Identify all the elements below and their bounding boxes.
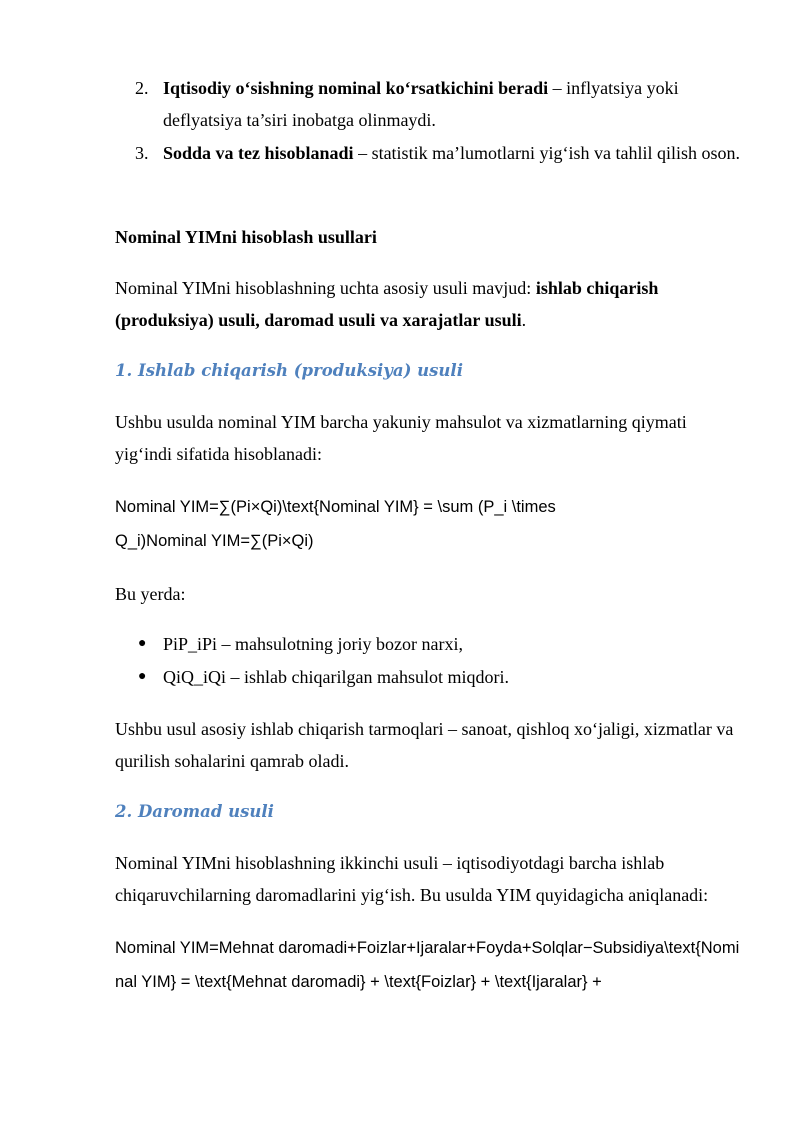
list-item-text: – statistik ma’lumotlarni yig‘ish va tahlil qilish oson. (353, 143, 741, 163)
method1-closing: Ushbu usul asosiy ishlab chiqarish tarmoqlari – sanoat, qishloq xo‘jaligi, xizmatlar va qurilish sohalarini qamrab oladi. (115, 719, 734, 771)
list-number: 2. (135, 78, 149, 98)
method1-formula: Nominal YIM=∑(Pi×Qi)\text{Nominal YIM} = \sum (P_i \times Q_i)Nominal YIM=∑(Pi×Qi) (115, 498, 556, 550)
section-heading (115, 221, 745, 253)
bullet-list-item (138, 661, 743, 693)
method1-paragraph: Ushbu usulda nominal YIM barcha yakuniy mahsulot va xizmatlarning qiymati yig‘indi sifatida hisoblanadi: (115, 412, 687, 464)
numbered-list-item (135, 137, 743, 169)
method2-heading: 2. Daromad usuli (115, 802, 274, 821)
where-label: Bu yerda: (115, 584, 186, 604)
bullet-icon: ● (138, 636, 147, 651)
list-number: 3. (135, 143, 149, 163)
section-heading-text: Nominal YIMni hisoblash usullari (115, 227, 377, 247)
method2-formula: Nominal YIM=Mehnat daromadi+Foizlar+Ijaralar+Foyda+Solqlar−Subsidiya\text{Nominal YIM} = \text{Mehnat daromadi} + \text{Foizlar} + \text{Ijaralar} + (115, 939, 740, 991)
bullet-text: QiQ_iQi – ishlab chiqarilgan mahsulot miqdori. (163, 667, 509, 687)
bullet-text: PiP_iPi – mahsulotning joriy bozor narxi, (163, 634, 463, 654)
intro-methods-bold: ishlab chiqarish (produksiya) usuli, daromad usuli va xarajatlar usuli (115, 278, 659, 330)
bullet-list-item (138, 628, 743, 660)
intro-paragraph (115, 272, 715, 336)
numbered-list-item (135, 72, 743, 136)
intro-end: . (521, 310, 527, 330)
list-item-bold-lead: Iqtisodiy o‘sishning nominal ko‘rsatkichini beradi (163, 78, 549, 98)
list-item-text: – inflyatsiya yoki deflyatsiya ta’siri inobatga olinmaydi. (163, 78, 679, 130)
method1-heading: 1. Ishlab chiqarish (produksiya) usuli (115, 361, 463, 380)
method2-paragraph: Nominal YIMni hisoblashning ikkinchi usuli – iqtisodiyotdagi barcha ishlab chiqaruvchilarning daromadlarini yig‘ish. Bu usulda YIM quyidagicha aniqlanadi: (115, 853, 709, 905)
bullet-icon: ● (138, 669, 147, 684)
list-item-bold-lead: Sodda va tez hisoblanadi (163, 143, 354, 163)
intro-text: Nominal YIMni hisoblashning uchta asosiy usuli mavjud: (115, 278, 536, 298)
